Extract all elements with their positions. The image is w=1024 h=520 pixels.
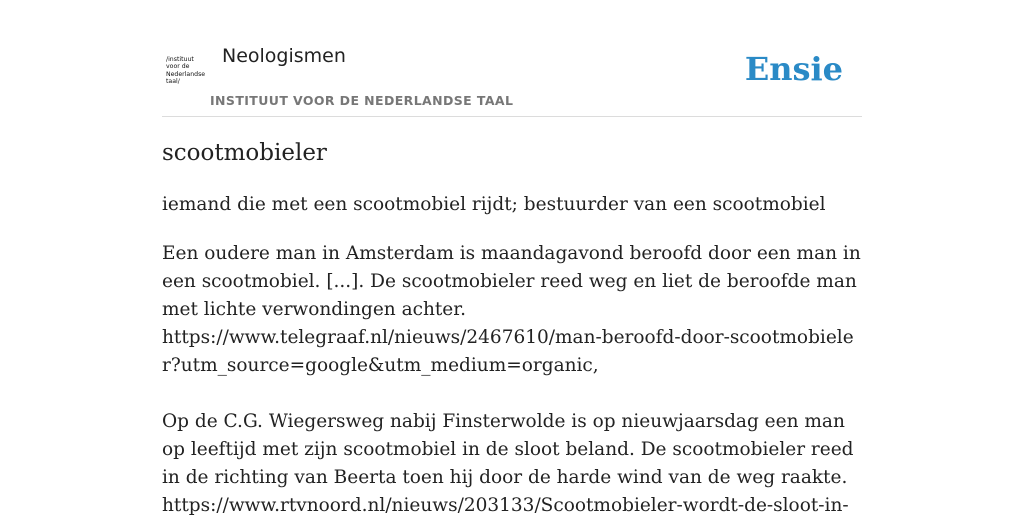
logo-line: taal/ bbox=[166, 78, 180, 86]
org-name: INSTITUUT VOOR DE NEDERLANDSE TAAL bbox=[210, 93, 514, 108]
brand-logo-link[interactable]: Ensie bbox=[744, 50, 843, 88]
spacer bbox=[162, 380, 862, 408]
example-text: Een oudere man in Amsterdam is maandagavond beroofd door een man in een scootmobiel. [...]. De scootmobieler reed weg en liet de beroofde man met lichte verwondingen achter. bbox=[162, 243, 861, 320]
example-quotes bbox=[162, 240, 862, 520]
page bbox=[162, 0, 862, 516]
institute-logo[interactable] bbox=[166, 56, 206, 89]
example-source-link[interactable]: https://www.telegraaf.nl/nieuws/2467610/man-beroofd-door-scootmobieler?utm_source=google&utm_medium=organic, bbox=[162, 327, 854, 376]
header bbox=[162, 0, 862, 117]
logo-line: Nederlandse bbox=[166, 70, 206, 78]
logo-line: voor de bbox=[166, 63, 190, 71]
entry-definition: iemand die met een scootmobiel rijdt; bestuurder van een scootmobiel bbox=[162, 194, 826, 215]
entry-title: scootmobieler bbox=[162, 140, 327, 166]
site-name[interactable]: Neologismen bbox=[222, 45, 346, 67]
logo-line: /instituut bbox=[166, 56, 194, 63]
example-text: Op de C.G. Wiegersweg nabij Finsterwolde is op nieuwjaarsdag een man op leeftijd met zijn scootmobiel in de sloot beland. De scootmobieler reed in de richting van Beerta toen hij door de harde wind van de weg raakte. bbox=[162, 411, 854, 488]
example-source-link[interactable]: https://www.rtvnoord.nl/nieuws/203133/Scootmobieler-wordt-de-sloot-in- bbox=[162, 495, 849, 516]
